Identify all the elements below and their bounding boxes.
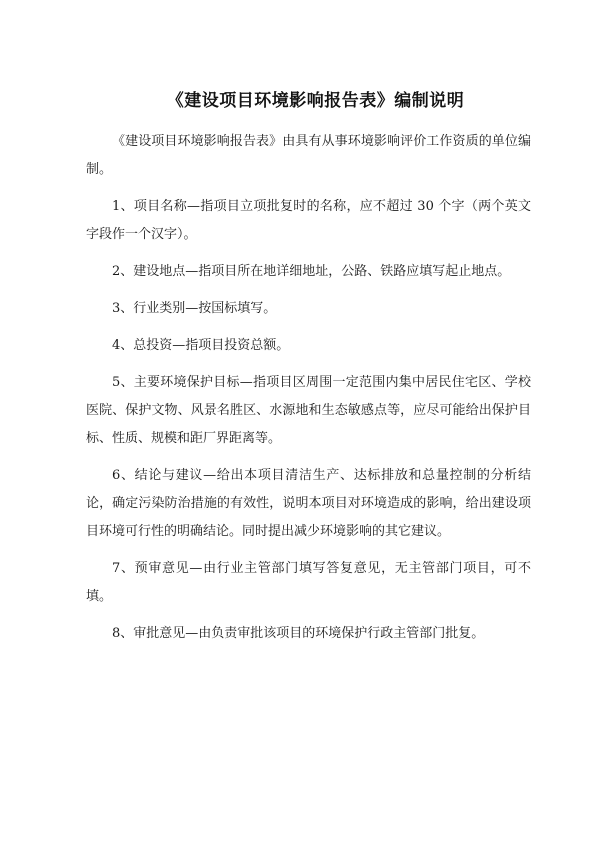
item-construction-site: 2、建设地点—指项目所在地详细地址，公路、铁路应填写起止地点。 bbox=[112, 264, 511, 279]
page-title: 《建设项目环境影响报告表》编制说明 bbox=[166, 91, 465, 111]
item-industry-category: 3、行业类别—按国标填写。 bbox=[112, 301, 277, 316]
item-project-name: 1、项目名称—指项目立项批复时的名称，应不超过 30 个字（两个英文字段作一个汉字）。 bbox=[86, 199, 531, 242]
item-protection-targets: 5、主要环境保护目标—指项目区周围一定范围内集中居民住宅区、学校医院、保护文物、风景名胜区、水源地和生态敏感点等，应尽可能给出保护目标、性质、规模和距厂界距离等。 bbox=[86, 375, 531, 446]
item-approval-opinion: 8、审批意见—由负责审批该项目的环境保护行政主管部门批复。 bbox=[112, 626, 485, 641]
item-conclusions: 6、结论与建议—给出本项目清洁生产、达标排放和总量控制的分析结论，确定污染防治措施的有效性，说明本项目对环境造成的影响，给出建设项目环境可行性的明确结论。同时提出减少环境影响的其它建议。 bbox=[86, 468, 531, 539]
document-body bbox=[86, 128, 531, 657]
item-total-investment: 4、总投资—指项目投资总额。 bbox=[112, 338, 290, 353]
item-preliminary-review: 7、预审意见—由行业主管部门填写答复意见，无主管部门项目，可不填。 bbox=[86, 561, 531, 604]
intro-paragraph: 《建设项目环境影响报告表》由具有从事环境影响评价工作资质的单位编制。 bbox=[86, 134, 531, 177]
